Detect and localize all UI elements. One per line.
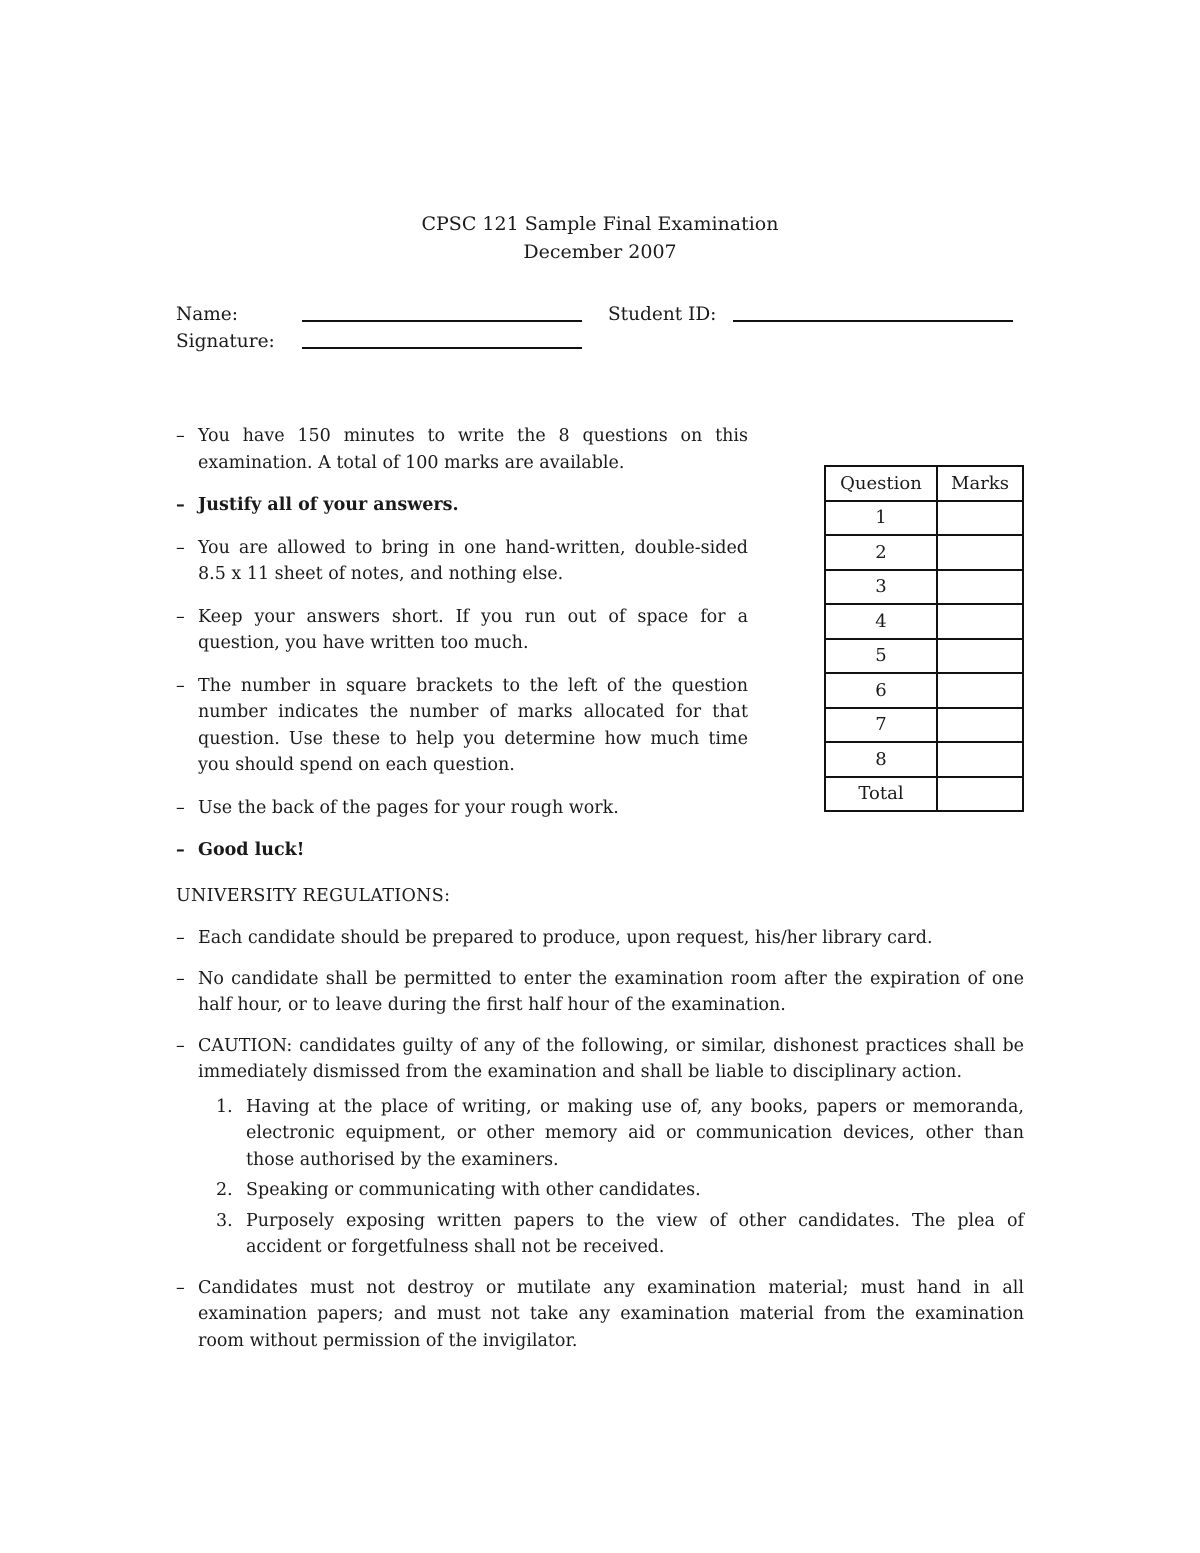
marks-cell[interactable] xyxy=(937,501,1023,536)
student-id-line[interactable] xyxy=(733,320,1013,322)
subitem-number: 1. xyxy=(216,1096,233,1117)
regulation-item xyxy=(176,1275,1024,1355)
subitem-number: 2. xyxy=(216,1180,233,1200)
marks-cell[interactable] xyxy=(937,604,1023,639)
subitem-text: Speaking or communicating with other candidates. xyxy=(246,1180,701,1200)
instruction-item: – The number in square brackets to the left of the question number indicates the number of marks allocated for that question. Use these to help you determine how much time you should spend on each question. xyxy=(176,673,748,779)
regulation-item xyxy=(176,1033,1024,1261)
marks-cell[interactable] xyxy=(937,673,1023,708)
instruction-item: – Justify all of your answers. xyxy=(176,492,748,519)
table-row xyxy=(825,604,1023,639)
student-id-label: Student ID: xyxy=(608,304,717,325)
exam-header xyxy=(0,210,1200,266)
question-column-header: Question xyxy=(825,466,937,501)
marks-cell[interactable] xyxy=(937,535,1023,570)
subitem-text: Purposely exposing written papers to the view of other candidates. The plea of accident or forgetfulness shall not be received. xyxy=(246,1210,1024,1257)
table-row xyxy=(825,570,1023,605)
regulations-list xyxy=(176,925,1024,1368)
caution-subitem xyxy=(198,1208,1024,1261)
table-row-total xyxy=(825,777,1023,812)
marks-cell[interactable] xyxy=(937,708,1023,743)
table-row xyxy=(825,673,1023,708)
instructions-list xyxy=(176,423,748,880)
question-number: 2 xyxy=(825,535,937,570)
name-label: Name: xyxy=(176,304,238,325)
table-row xyxy=(825,742,1023,777)
subitem-number: 3. xyxy=(216,1210,233,1231)
question-number: 1 xyxy=(825,501,937,536)
total-marks-cell[interactable] xyxy=(937,777,1023,812)
marks-cell[interactable] xyxy=(937,570,1023,605)
question-number: 5 xyxy=(825,639,937,674)
signature-label: Signature: xyxy=(176,331,275,352)
question-number: 7 xyxy=(825,708,937,743)
question-number: 3 xyxy=(825,570,937,605)
regulation-text: No candidate shall be permitted to enter the examination room after the expiration of one half hour, or to leave during the first half hour of the examination. xyxy=(198,968,1024,1015)
instruction-item: – Good luck! xyxy=(176,837,748,864)
table-row xyxy=(825,639,1023,674)
signature-line[interactable] xyxy=(302,347,582,349)
table-row xyxy=(825,535,1023,570)
regulation-text: Each candidate should be prepared to produce, upon request, his/her library card. xyxy=(198,928,933,948)
instruction-item: – Keep your answers short. If you run out of space for a question, you have written too much. xyxy=(176,604,748,657)
total-label: Total xyxy=(825,777,937,812)
table-row xyxy=(825,501,1023,536)
name-line[interactable] xyxy=(302,320,582,322)
instruction-item: – You are allowed to bring in one hand-written, double-sided 8.5 x 11 sheet of notes, and nothing else. xyxy=(176,535,748,588)
marks-cell[interactable] xyxy=(937,742,1023,777)
regulation-item xyxy=(176,966,1024,1019)
regulation-text: CAUTION: candidates guilty of any of the following, or similar, dishonest practices shall be immediately dismissed from the examination and shall be liable to disciplinary action. xyxy=(198,1035,1024,1082)
marks-cell[interactable] xyxy=(937,639,1023,674)
regulation-text: Candidates must not destroy or mutilate any examination material; must hand in all examination papers; and must not take any examination material from the examination room without permission of the invigilator. xyxy=(198,1277,1024,1351)
caution-sublist xyxy=(198,1094,1024,1261)
caution-subitem xyxy=(198,1094,1024,1174)
regulation-item xyxy=(176,925,1024,952)
regulations-heading: UNIVERSITY REGULATIONS: xyxy=(176,886,451,906)
exam-date: December 2007 xyxy=(523,241,677,263)
question-number: 6 xyxy=(825,673,937,708)
marks-table xyxy=(824,465,1024,812)
question-number: 4 xyxy=(825,604,937,639)
exam-title: CPSC 121 Sample Final Examination xyxy=(421,213,779,235)
caution-subitem xyxy=(198,1177,1024,1204)
instruction-item: – Use the back of the pages for your rough work. xyxy=(176,795,748,822)
marks-column-header: Marks xyxy=(937,466,1023,501)
table-row xyxy=(825,708,1023,743)
subitem-text: Having at the place of writing, or making use of, any books, papers or memoranda, electronic equipment, or other memory aid or communication devices, other than those authorised by the examiners. xyxy=(246,1096,1024,1170)
marks-table-header-row xyxy=(825,466,1023,501)
instruction-item: – You have 150 minutes to write the 8 questions on this examination. A total of 100 marks are available. xyxy=(176,423,748,476)
question-number: 8 xyxy=(825,742,937,777)
